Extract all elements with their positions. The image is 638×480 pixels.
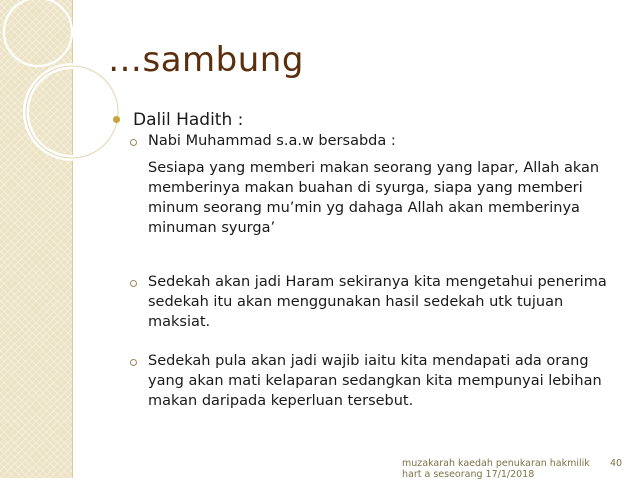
slide-title: …sambung (108, 40, 304, 80)
sub-bullet-text: Nabi Muhammad s.a.w bersabda : (148, 133, 396, 149)
page-number: 40 (610, 458, 623, 469)
sub-bullet-text: Sedekah pula akan jadi wajib iaitu kita mendapati ada orang yang akan mati kelaparan sedangkan kita mempunyai lebihan makan daripada keperluan tersebut. (148, 353, 602, 409)
footer-text: muzakarah kaedah penukaran hakmilik hart a seseorang 17/1/2018 (402, 458, 590, 480)
sub-bullet-ring (130, 359, 137, 366)
bullet-dot (113, 116, 120, 123)
hadith-quote-text: Sesiapa yang memberi makan seorang yang lapar, Allah akan memberinya makan buahan di syurga, siapa yang memberi minum seorang mu’min yg dahaga Allah akan memberinya minuman syurga’ (148, 160, 600, 236)
sub-bullet-text: Sedekah akan jadi Haram sekiranya kita mengetahui penerima sedekah itu akan menggunakan hasil sedekah utk tujuan maksiat. (148, 274, 607, 330)
sub-bullet-ring (130, 139, 137, 146)
sub-bullet-ring (130, 280, 137, 287)
decorative-circles (0, 0, 130, 200)
bullet-text: Dalil Hadith : (133, 110, 244, 130)
